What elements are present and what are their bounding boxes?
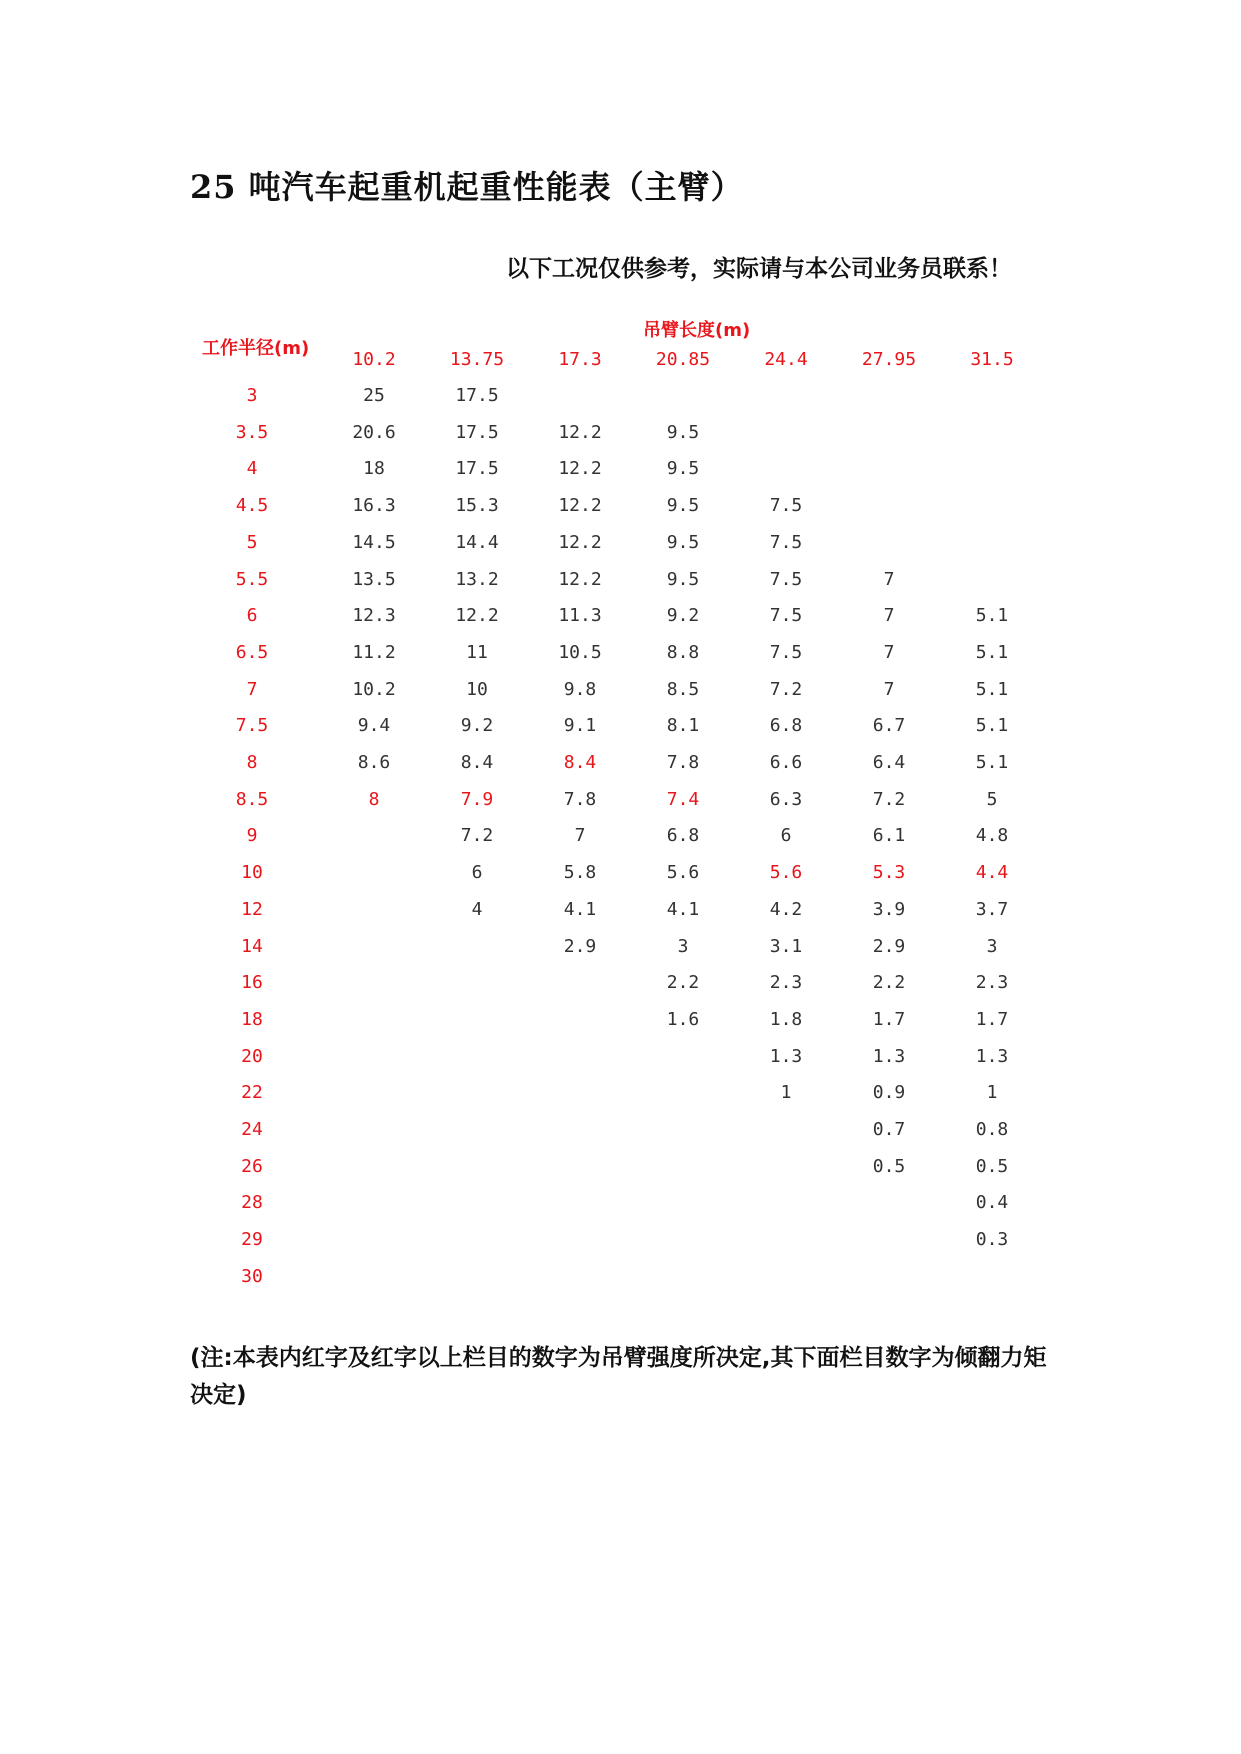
radius-cell: 7 xyxy=(246,679,258,700)
page-title: 25 吨汽车起重机起重性能表（主臂） xyxy=(190,168,744,206)
radius-cell: 4 xyxy=(246,458,258,479)
capacity-cell: 10.5 xyxy=(558,642,602,663)
radius-cell: 7.5 xyxy=(235,715,269,736)
boom-length-heading: 吊臂长度(m) xyxy=(643,320,751,341)
capacity-cell: 6.1 xyxy=(872,825,906,846)
capacity-cell: 18 xyxy=(363,458,385,479)
radius-cell: 16 xyxy=(241,972,263,993)
capacity-cell: 5.1 xyxy=(975,605,1009,626)
capacity-cell: 0.3 xyxy=(975,1229,1009,1250)
capacity-cell: 0.9 xyxy=(872,1082,906,1103)
radius-cell: 12 xyxy=(241,899,263,920)
capacity-cell: 4 xyxy=(471,899,483,920)
capacity-cell: 7.5 xyxy=(769,642,803,663)
capacity-cell: 3 xyxy=(986,936,998,957)
capacity-cell: 12.3 xyxy=(352,605,396,626)
capacity-cell: 14.4 xyxy=(455,532,499,553)
capacity-cell: 8.1 xyxy=(666,715,700,736)
capacity-cell: 1.7 xyxy=(975,1009,1009,1030)
capacity-cell: 8.6 xyxy=(357,752,391,773)
capacity-cell: 8.4 xyxy=(460,752,494,773)
capacity-cell: 11.2 xyxy=(352,642,396,663)
radius-cell: 29 xyxy=(241,1229,263,1250)
capacity-cell: 8.5 xyxy=(666,679,700,700)
capacity-cell: 9.5 xyxy=(666,532,700,553)
capacity-cell: 7 xyxy=(883,605,895,626)
capacity-cell: 11.3 xyxy=(558,605,602,626)
capacity-cell: 5.8 xyxy=(563,862,597,883)
radius-cell: 5 xyxy=(246,532,258,553)
capacity-cell: 7 xyxy=(574,825,586,846)
radius-cell: 18 xyxy=(241,1009,263,1030)
working-radius-heading: 工作半径(m) xyxy=(202,338,310,359)
capacity-cell: 7.5 xyxy=(769,605,803,626)
capacity-cell: 4.8 xyxy=(975,825,1009,846)
capacity-cell: 4.4 xyxy=(975,862,1009,883)
capacity-cell: 1.3 xyxy=(975,1046,1009,1067)
capacity-cell: 7.2 xyxy=(460,825,494,846)
capacity-cell: 4.2 xyxy=(769,899,803,920)
capacity-cell: 9.2 xyxy=(460,715,494,736)
capacity-cell: 10.2 xyxy=(352,679,396,700)
radius-cell: 20 xyxy=(241,1046,263,1067)
capacity-cell: 17.5 xyxy=(455,458,499,479)
radius-cell: 8 xyxy=(246,752,258,773)
capacity-cell: 3 xyxy=(677,936,689,957)
radius-cell: 9 xyxy=(246,825,258,846)
capacity-cell: 7.8 xyxy=(563,789,597,810)
radius-cell: 6 xyxy=(246,605,258,626)
capacity-cell: 6 xyxy=(780,825,792,846)
capacity-cell: 1.3 xyxy=(872,1046,906,1067)
capacity-cell: 7.9 xyxy=(460,789,494,810)
capacity-cell: 5.1 xyxy=(975,679,1009,700)
capacity-cell: 3.9 xyxy=(872,899,906,920)
capacity-cell: 4.1 xyxy=(563,899,597,920)
capacity-cell: 1 xyxy=(986,1082,998,1103)
capacity-cell: 0.5 xyxy=(975,1156,1009,1177)
radius-cell: 3.5 xyxy=(235,422,269,443)
capacity-cell: 9.5 xyxy=(666,495,700,516)
capacity-cell: 1.3 xyxy=(769,1046,803,1067)
capacity-cell: 1 xyxy=(780,1082,792,1103)
capacity-cell: 5 xyxy=(986,789,998,810)
capacity-cell: 5.1 xyxy=(975,752,1009,773)
radius-cell: 4.5 xyxy=(235,495,269,516)
capacity-cell: 2.2 xyxy=(666,972,700,993)
capacity-cell: 1.8 xyxy=(769,1009,803,1030)
capacity-cell: 6.3 xyxy=(769,789,803,810)
capacity-cell: 9.4 xyxy=(357,715,391,736)
capacity-cell: 6.8 xyxy=(666,825,700,846)
capacity-cell: 0.8 xyxy=(975,1119,1009,1140)
capacity-cell: 14.5 xyxy=(352,532,396,553)
capacity-cell: 0.5 xyxy=(872,1156,906,1177)
capacity-cell: 13.2 xyxy=(455,569,499,590)
capacity-cell: 6.6 xyxy=(769,752,803,773)
capacity-cell: 17.5 xyxy=(455,385,499,406)
capacity-cell: 2.9 xyxy=(872,936,906,957)
capacity-cell: 6.4 xyxy=(872,752,906,773)
boom-length-header-cell: 13.75 xyxy=(449,349,505,370)
capacity-cell: 0.7 xyxy=(872,1119,906,1140)
capacity-cell: 9.5 xyxy=(666,422,700,443)
capacity-cell: 7.8 xyxy=(666,752,700,773)
radius-cell: 28 xyxy=(241,1192,263,1213)
boom-length-header-cell: 10.2 xyxy=(352,349,396,370)
capacity-cell: 16.3 xyxy=(352,495,396,516)
capacity-cell: 1.7 xyxy=(872,1009,906,1030)
radius-cell: 14 xyxy=(241,936,263,957)
capacity-cell: 7.2 xyxy=(872,789,906,810)
boom-length-header-cell: 27.95 xyxy=(861,349,917,370)
capacity-cell: 10 xyxy=(466,679,488,700)
capacity-cell: 12.2 xyxy=(558,532,602,553)
capacity-cell: 12.2 xyxy=(558,458,602,479)
capacity-cell: 6 xyxy=(471,862,483,883)
capacity-cell: 12.2 xyxy=(455,605,499,626)
capacity-cell: 5.1 xyxy=(975,715,1009,736)
capacity-cell: 5.3 xyxy=(872,862,906,883)
capacity-cell: 7.2 xyxy=(769,679,803,700)
capacity-cell: 3.1 xyxy=(769,936,803,957)
capacity-cell: 7.5 xyxy=(769,569,803,590)
capacity-cell: 20.6 xyxy=(352,422,396,443)
radius-cell: 5.5 xyxy=(235,569,269,590)
radius-cell: 26 xyxy=(241,1156,263,1177)
capacity-cell: 9.1 xyxy=(563,715,597,736)
capacity-cell: 6.7 xyxy=(872,715,906,736)
capacity-cell: 8 xyxy=(368,789,380,810)
radius-cell: 3 xyxy=(246,385,258,406)
boom-length-header-cell: 24.4 xyxy=(764,349,808,370)
capacity-cell: 9.2 xyxy=(666,605,700,626)
capacity-cell: 11 xyxy=(466,642,488,663)
radius-cell: 30 xyxy=(241,1266,263,1287)
capacity-cell: 8.4 xyxy=(563,752,597,773)
capacity-cell: 15.3 xyxy=(455,495,499,516)
capacity-cell: 8.8 xyxy=(666,642,700,663)
radius-cell: 22 xyxy=(241,1082,263,1103)
boom-length-header-cell: 31.5 xyxy=(970,349,1014,370)
capacity-cell: 6.8 xyxy=(769,715,803,736)
footnote: (注:本表内红字及红字以上栏目的数字为吊臂强度所决定,其下面栏目数字为倾翻力矩决定) xyxy=(190,1345,1047,1408)
capacity-cell: 9.5 xyxy=(666,458,700,479)
capacity-cell: 0.4 xyxy=(975,1192,1009,1213)
capacity-cell: 2.3 xyxy=(769,972,803,993)
boom-length-header-cell: 17.3 xyxy=(558,349,602,370)
capacity-cell: 12.2 xyxy=(558,422,602,443)
radius-cell: 6.5 xyxy=(235,642,269,663)
capacity-cell: 5.6 xyxy=(769,862,803,883)
radius-cell: 10 xyxy=(241,862,263,883)
capacity-cell: 7 xyxy=(883,569,895,590)
capacity-cell: 12.2 xyxy=(558,495,602,516)
capacity-cell: 4.1 xyxy=(666,899,700,920)
capacity-cell: 7 xyxy=(883,679,895,700)
capacity-cell: 17.5 xyxy=(455,422,499,443)
capacity-cell: 5.1 xyxy=(975,642,1009,663)
radius-cell: 24 xyxy=(241,1119,263,1140)
capacity-cell: 9.8 xyxy=(563,679,597,700)
capacity-cell: 2.2 xyxy=(872,972,906,993)
capacity-cell: 7.5 xyxy=(769,495,803,516)
capacity-cell: 7.5 xyxy=(769,532,803,553)
boom-length-header-cell: 20.85 xyxy=(655,349,711,370)
capacity-cell: 9.5 xyxy=(666,569,700,590)
disclaimer-text: 以下工况仅供参考，实际请与本公司业务员联系！ xyxy=(506,256,1012,282)
capacity-cell: 7 xyxy=(883,642,895,663)
radius-cell: 8.5 xyxy=(235,789,269,810)
capacity-cell: 3.7 xyxy=(975,899,1009,920)
capacity-cell: 12.2 xyxy=(558,569,602,590)
capacity-cell: 1.6 xyxy=(666,1009,700,1030)
capacity-cell: 5.6 xyxy=(666,862,700,883)
capacity-cell: 13.5 xyxy=(352,569,396,590)
capacity-cell: 7.4 xyxy=(666,789,700,810)
capacity-cell: 2.3 xyxy=(975,972,1009,993)
capacity-cell: 25 xyxy=(363,385,385,406)
capacity-cell: 2.9 xyxy=(563,936,597,957)
